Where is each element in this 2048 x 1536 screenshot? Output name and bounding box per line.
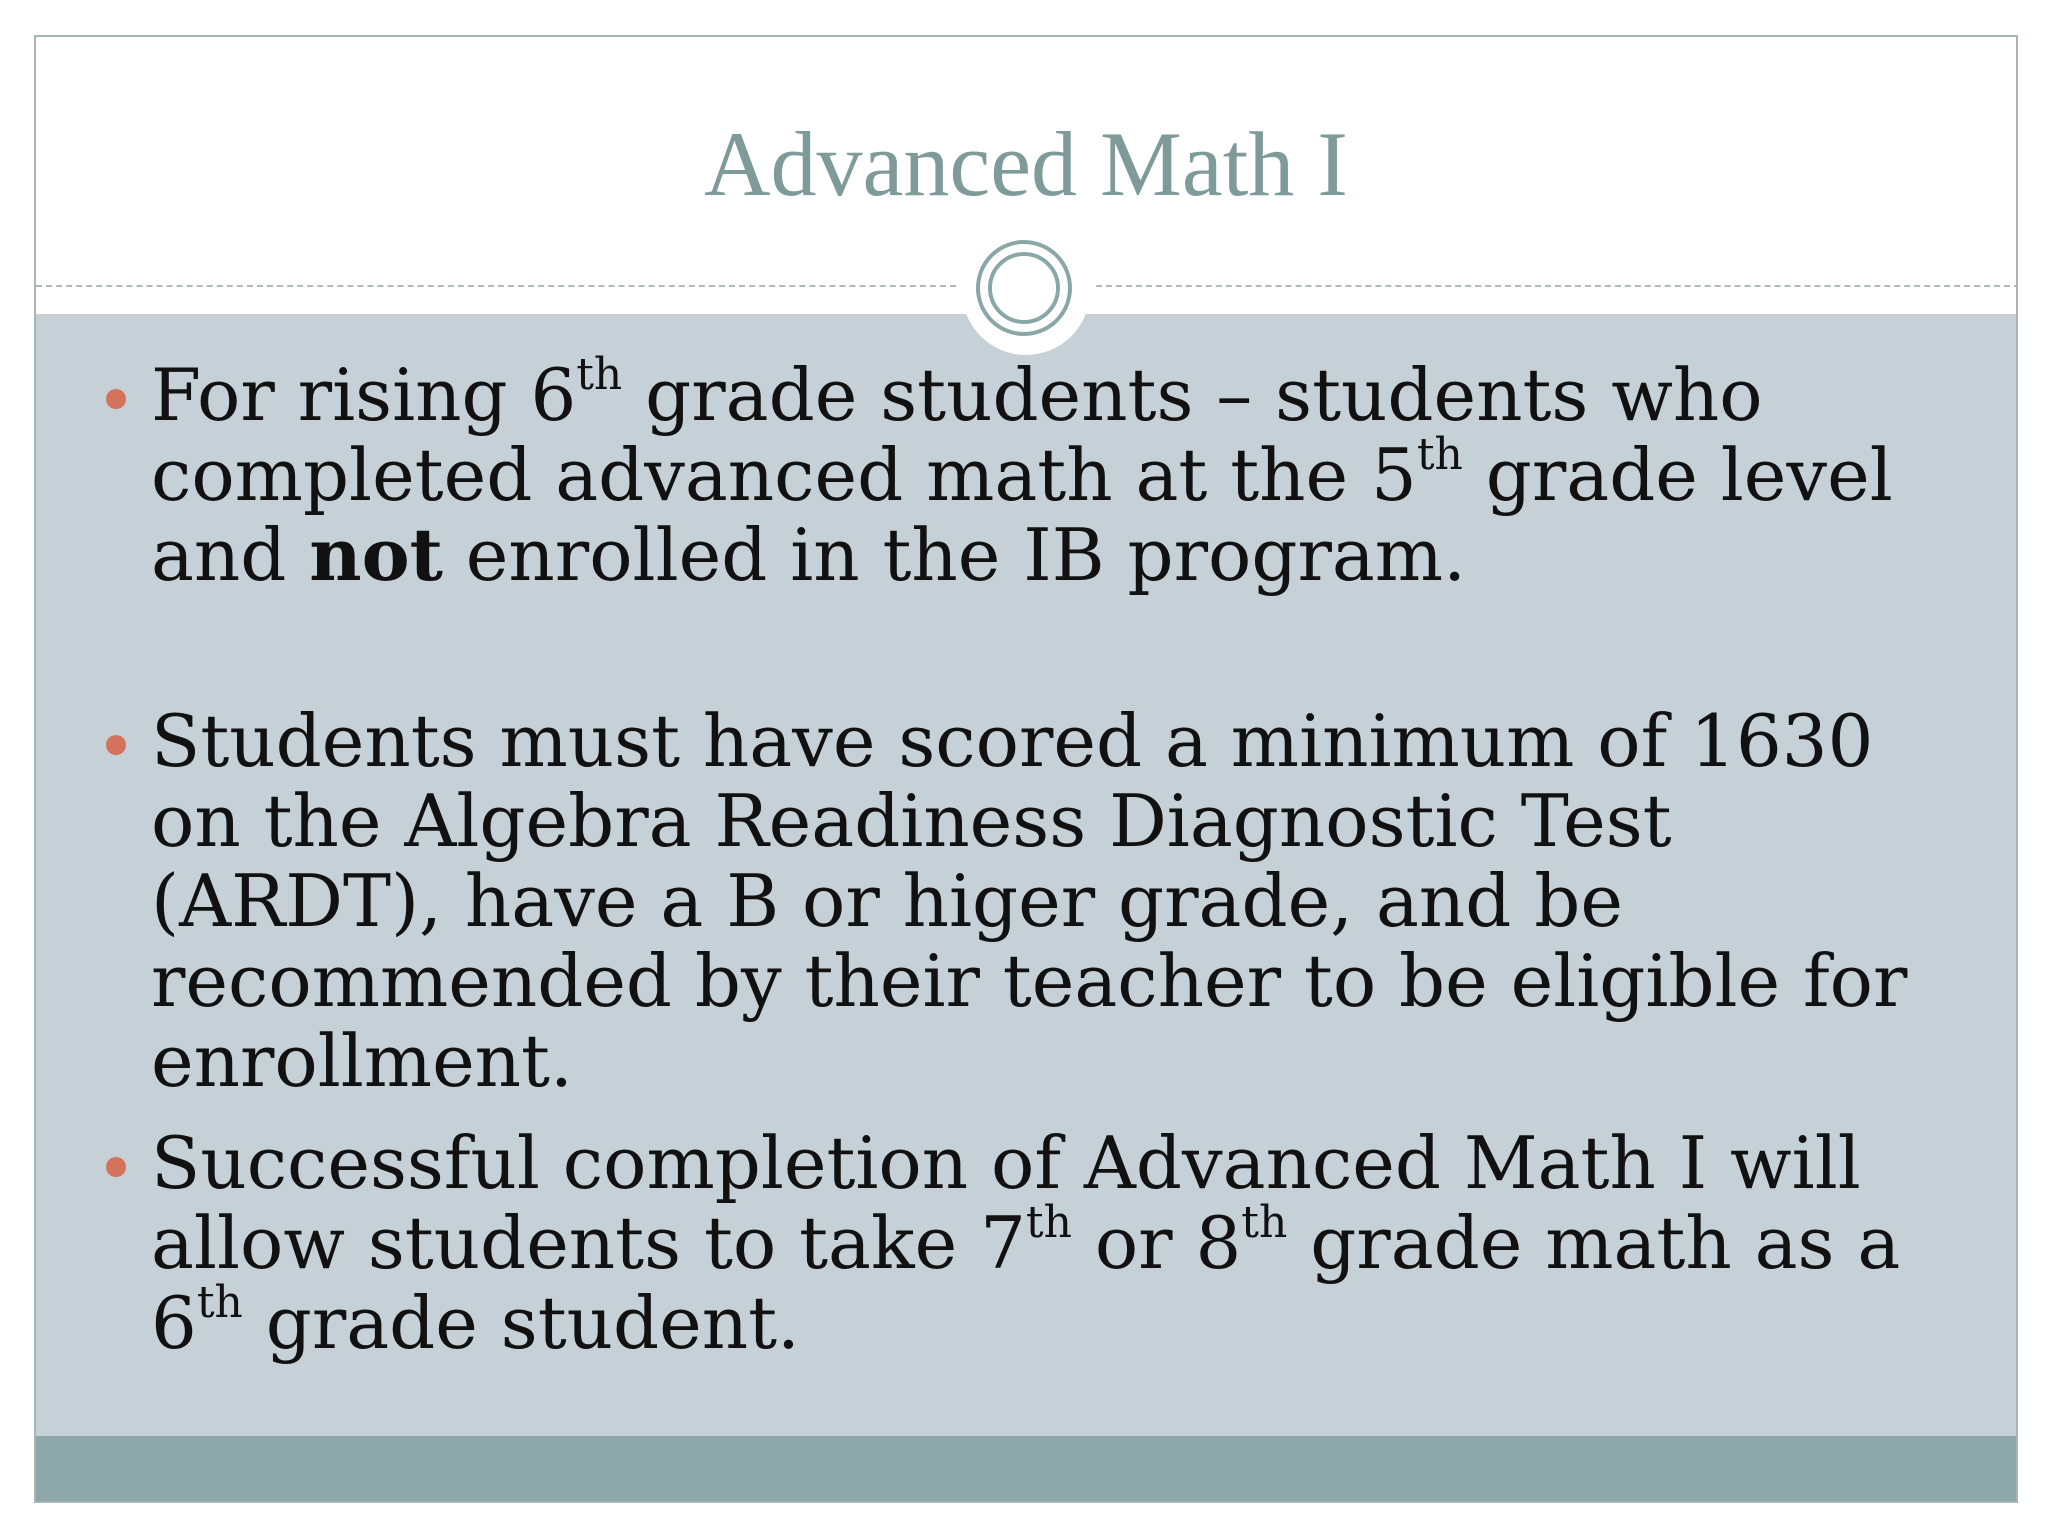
bullet-text: Students must have scored a minimum of 1630 on the Algebra Readiness Diagnostic Test (ARDT), have a B or higer grade, and be recommended by their teacher to be eligible for enrollment. <box>151 699 1908 1103</box>
bullet-text: For rising 6th grade students – students who completed advanced math at the 5th grade level and not enrolled in the IB program. <box>151 349 1893 597</box>
bullet-item-completion <box>151 1123 1981 1363</box>
slide <box>34 35 2018 1503</box>
slide-title: Advanced Math I <box>704 113 1348 215</box>
footer-bar <box>36 1436 2016 1503</box>
bullet-list <box>36 37 2016 1501</box>
bullet-text: Successful completion of Advanced Math I will allow students to take 7th or 8th grade math as a 6th grade student. <box>151 1121 1901 1365</box>
bullet-item-requirements <box>151 701 1981 1101</box>
bullet-dot-icon <box>106 389 126 409</box>
bullet-item-rising-6th <box>151 349 1981 597</box>
bullet-dot-icon <box>106 1157 126 1177</box>
bullet-dot-icon <box>106 735 126 755</box>
